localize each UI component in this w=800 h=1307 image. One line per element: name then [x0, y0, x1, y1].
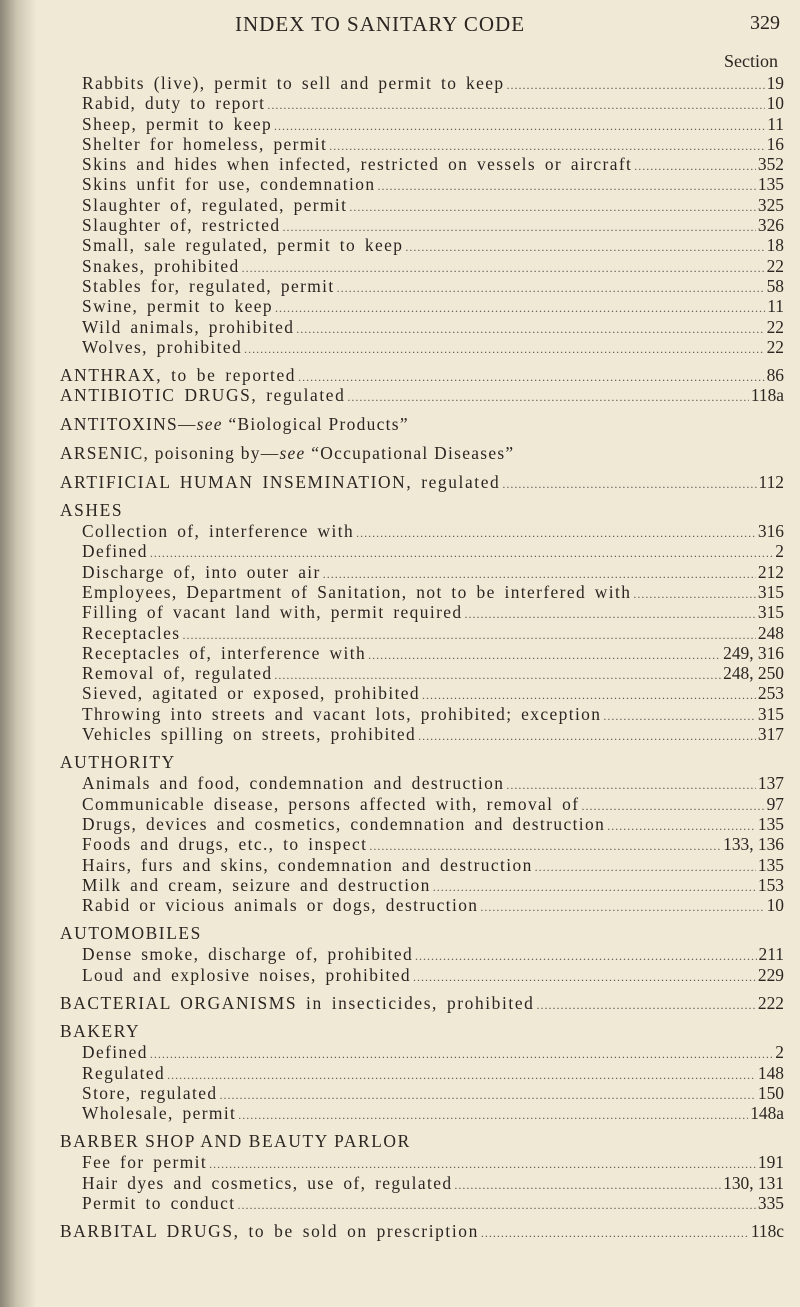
entry-text: Removal of, regulated [82, 663, 273, 684]
section-column-heading: Section [724, 51, 778, 71]
entry-text: Permit to conduct [82, 1193, 236, 1214]
leader-dots [150, 543, 773, 563]
section-number: 11 [767, 296, 784, 317]
entry-text: Collection of, interference with [82, 521, 355, 542]
index-entry [60, 134, 784, 154]
section-number: 19 [766, 73, 784, 93]
page-number: 329 [750, 12, 780, 34]
section-number: 2 [775, 1042, 784, 1063]
index-entry [60, 623, 784, 643]
entry-text: Wild animals, prohibited [82, 316, 295, 337]
index-entry [60, 663, 784, 683]
leader-dots [267, 95, 764, 115]
leader-dots [405, 237, 764, 257]
barber-subentries [60, 1152, 784, 1213]
index-entry [60, 562, 784, 582]
leader-dots [634, 156, 756, 176]
index-entry [60, 1083, 784, 1103]
index-entry [60, 276, 784, 296]
section-number: 112 [758, 471, 784, 492]
section-number: 18 [766, 235, 784, 256]
entry-text: ARTIFICIAL HUMAN INSEMINATION, regulated [60, 471, 501, 492]
entry-text: Small, sale regulated, permit to keep [82, 235, 404, 256]
index-entry [60, 944, 784, 964]
index-entry [60, 1103, 784, 1123]
heading-barber-shop: BARBER SHOP AND BEAUTY PARLOR [60, 1131, 411, 1152]
section-number: 148 [757, 1062, 784, 1083]
index-entry-antitoxins [60, 414, 784, 435]
leader-dots [150, 1044, 773, 1064]
leader-dots [298, 367, 765, 387]
index-entry [60, 256, 784, 276]
index-entry [60, 855, 784, 875]
section-number: 249, 316 [723, 642, 784, 663]
entry-text: BACTERIAL ORGANISMS in insecticides, prohibited [60, 992, 535, 1013]
heading-ashes: ASHES [60, 500, 124, 521]
section-number: 222 [757, 992, 784, 1013]
leader-dots [349, 197, 756, 217]
index-entry [60, 521, 784, 541]
entry-text: Defined [82, 1042, 148, 1063]
index-entry [60, 895, 784, 915]
entry-text: Discharge of, into outer air [82, 561, 321, 582]
entry-text: Skins and hides when infected, restricted on vessels or aircraft [82, 154, 633, 175]
entry-text: Rabid, duty to report [82, 93, 266, 114]
leader-dots [481, 1223, 749, 1243]
entry-text: Foods and drugs, etc., to inspect [82, 834, 368, 855]
section-number: 10 [766, 895, 784, 916]
leader-dots [274, 116, 765, 136]
leader-dots [274, 665, 721, 685]
index-entry [60, 1173, 784, 1193]
index-entry-artificial-insemination [60, 472, 784, 492]
leader-dots [433, 877, 756, 897]
leader-dots [167, 1065, 756, 1085]
index-entry [60, 704, 784, 724]
section-number: 22 [766, 255, 784, 276]
leader-dots [347, 387, 748, 407]
entry-text: Sheep, permit to keep [82, 113, 273, 134]
section-number: 150 [757, 1082, 784, 1103]
section-number: 11 [767, 113, 784, 134]
entry-text: Throwing into streets and vacant lots, prohibited; exception [82, 703, 602, 724]
leader-dots [480, 897, 764, 917]
section-number: 135 [757, 813, 784, 834]
leader-dots [368, 645, 721, 665]
index-entry [60, 1193, 784, 1213]
entry-text: BARBITAL DRUGS, to be sold on prescription [60, 1221, 479, 1242]
entry-text: Drugs, devices and cosmetics, condemnation and destruction [82, 813, 606, 834]
section-number: 315 [757, 581, 784, 602]
section-number: 248 [757, 622, 784, 643]
section-number: 352 [757, 154, 784, 175]
index-entry [60, 195, 784, 215]
section-number: 315 [757, 602, 784, 623]
entry-text: Dense smoke, discharge of, prohibited [82, 944, 414, 965]
section-number: 316 [757, 521, 784, 542]
index-entry [60, 582, 784, 602]
entry-text: Loud and explosive noises, prohibited [82, 964, 411, 985]
index-entry [60, 814, 784, 834]
index-entry [60, 602, 784, 622]
heading-authority: AUTHORITY [60, 752, 176, 773]
leader-dots [244, 339, 765, 359]
section-number: 211 [758, 944, 784, 965]
index-entry-barbital-drugs [60, 1221, 784, 1241]
entry-text: Hairs, furs and skins, condemnation and destruction [82, 854, 533, 875]
main-entries-anthrax-antibiotic [60, 365, 784, 406]
index-entry [60, 73, 784, 93]
entry-text: Employees, Department of Sanitation, not to be interfered with [82, 581, 632, 602]
section-number: 153 [757, 874, 784, 895]
leader-dots [454, 1175, 721, 1195]
entry-text: ARSENIC, poisoning by— [60, 442, 280, 463]
entry-text: Wholesale, permit [82, 1103, 237, 1124]
index-list [60, 73, 784, 1242]
section-number: 58 [766, 275, 784, 296]
section-number: 212 [757, 561, 784, 582]
entry-text: Vehicles spilling on streets, prohibited [82, 724, 417, 745]
section-number: 229 [757, 964, 784, 985]
index-entry [60, 683, 784, 703]
leader-dots [237, 1195, 755, 1215]
index-entry [60, 794, 784, 814]
leader-dots [418, 726, 756, 746]
section-number: 137 [757, 773, 784, 794]
entry-text: Regulated [82, 1062, 166, 1083]
top-entries [60, 73, 784, 357]
running-head [235, 12, 780, 36]
section-number: 335 [757, 1193, 784, 1214]
see-label: see [279, 442, 306, 463]
section-number: 315 [757, 703, 784, 724]
index-entry [60, 296, 784, 316]
index-entry-bacterial-organisms [60, 993, 784, 1013]
entry-text: Store, regulated [82, 1082, 218, 1103]
leader-dots [220, 1085, 756, 1105]
heading-bakery: BAKERY [60, 1021, 141, 1042]
index-entry [60, 174, 784, 194]
automobiles-subentries [60, 944, 784, 985]
index-entry [60, 541, 784, 561]
entry-text: Filling of vacant land with, permit required [82, 602, 463, 623]
section-number: 118a [750, 385, 784, 406]
index-entry [60, 773, 784, 793]
entry-text: Hair dyes and cosmetics, use of, regulated [82, 1172, 453, 1193]
index-entry-arsenic [60, 443, 784, 464]
page-gutter-shadow [0, 0, 36, 1307]
entry-text: Slaughter of, restricted [82, 215, 281, 236]
section-number: 22 [766, 336, 784, 357]
leader-dots [413, 967, 756, 987]
leader-dots [464, 604, 755, 624]
section-number: 133, 136 [723, 834, 784, 855]
section-number: 10 [766, 93, 784, 114]
leader-dots [603, 706, 756, 726]
bakery-subentries [60, 1042, 784, 1123]
index-entry [60, 965, 784, 985]
section-number: 86 [766, 365, 784, 386]
leader-dots [275, 298, 765, 318]
leader-dots [209, 1154, 756, 1174]
leader-dots [329, 136, 764, 156]
index-entry [60, 365, 784, 385]
index-entry [60, 93, 784, 113]
entry-text: Rabbits (live), permit to sell and permit to keep [82, 73, 505, 93]
index-entry [60, 724, 784, 744]
index-entry [60, 875, 784, 895]
ashes-subentries [60, 521, 784, 744]
leader-dots [535, 857, 756, 877]
entry-text: Milk and cream, seizure and destruction [82, 874, 431, 895]
leader-dots [242, 258, 765, 278]
index-entry [60, 834, 784, 854]
entry-text: ANTHRAX, to be reported [60, 365, 297, 386]
leader-dots [422, 685, 756, 705]
section-number: 118c [750, 1221, 784, 1242]
leader-dots [296, 319, 764, 339]
section-number: 2 [775, 541, 784, 562]
entry-text: Shelter for homeless, permit [82, 133, 328, 154]
index-entry [60, 643, 784, 663]
entry-text: Animals and food, condemnation and destruction [82, 773, 505, 794]
leader-dots [506, 75, 764, 95]
leader-dots [377, 176, 755, 196]
leader-dots [506, 775, 756, 795]
authority-subentries [60, 773, 784, 915]
leader-dots [536, 995, 755, 1015]
leader-dots [356, 523, 756, 543]
entry-text: Stables for, regulated, permit [82, 275, 335, 296]
see-label: see [196, 413, 223, 434]
index-entry [60, 154, 784, 174]
leader-dots [369, 836, 721, 856]
leader-dots [502, 474, 756, 494]
section-number: 191 [757, 1152, 784, 1173]
section-number: 135 [757, 854, 784, 875]
entry-text: Receptacles of, interference with [82, 642, 367, 663]
index-entry [60, 317, 784, 337]
entry-text: Communicable disease, persons affected with, removal of [82, 793, 580, 814]
section-number: 325 [757, 194, 784, 215]
leader-dots [182, 625, 755, 645]
running-head-title: INDEX TO SANITARY CODE [235, 12, 526, 36]
heading-automobiles: AUTOMOBILES [60, 923, 202, 944]
leader-dots [282, 217, 755, 237]
section-number: 16 [766, 133, 784, 154]
entry-text: Fee for permit [82, 1152, 208, 1173]
leader-dots [607, 816, 756, 836]
entry-text: Receptacles [82, 622, 181, 643]
index-entry [60, 337, 784, 357]
leader-dots [415, 946, 757, 966]
entry-text: Sieved, agitated or exposed, prohibited [82, 683, 421, 704]
leader-dots [581, 796, 764, 816]
entry-text: Wolves, prohibited [82, 336, 243, 357]
entry-text: Slaughter of, regulated, permit [82, 194, 348, 215]
section-number: 248, 250 [723, 663, 784, 684]
leader-dots [633, 584, 756, 604]
index-entry [60, 385, 784, 405]
entry-text: ANTIBIOTIC DRUGS, regulated [60, 385, 346, 406]
entry-text: ANTITOXINS— [60, 413, 197, 434]
index-entry [60, 1042, 784, 1062]
section-number: 148a [750, 1103, 784, 1124]
entry-text: Defined [82, 541, 148, 562]
see-reference: “Biological Products” [228, 413, 409, 434]
leader-dots [238, 1105, 748, 1125]
section-number: 97 [766, 793, 784, 814]
section-number: 135 [757, 174, 784, 195]
section-number: 317 [757, 724, 784, 745]
section-number: 253 [757, 683, 784, 704]
leader-dots [323, 564, 756, 584]
entry-text: Skins unfit for use, condemnation [82, 174, 376, 195]
see-reference: “Occupational Diseases” [311, 442, 515, 463]
index-entry [60, 215, 784, 235]
leader-dots [337, 278, 765, 298]
index-entry [60, 1152, 784, 1172]
entry-text: Snakes, prohibited [82, 255, 240, 276]
index-entry [60, 114, 784, 134]
section-number: 22 [766, 316, 784, 337]
entry-text: Swine, permit to keep [82, 296, 274, 317]
section-number: 326 [757, 215, 784, 236]
index-entry [60, 1063, 784, 1083]
section-number: 130, 131 [723, 1172, 784, 1193]
index-entry [60, 235, 784, 255]
entry-text: Rabid or vicious animals or dogs, destruction [82, 895, 479, 916]
